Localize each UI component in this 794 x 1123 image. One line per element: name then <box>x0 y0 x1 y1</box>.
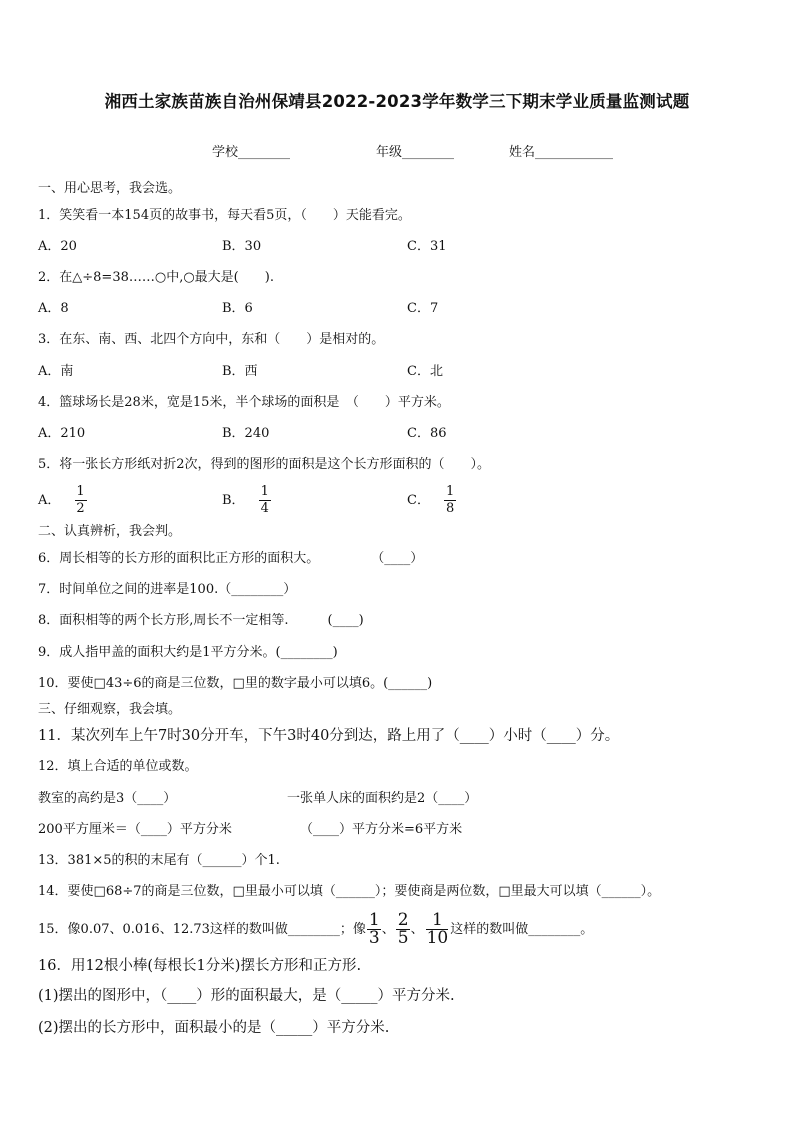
q1-option-a: A．20 <box>38 239 77 254</box>
q4-option-b: B．240 <box>222 426 270 441</box>
grade-field: 年级________ <box>376 145 455 160</box>
q5-option-a <box>38 484 87 517</box>
q1-option-c: C．31 <box>407 239 447 254</box>
question-12: 12．填上合适的单位或数。 <box>38 759 198 774</box>
question-2: 2．在△÷8=38……○中,○最大是( ). <box>38 270 274 285</box>
fraction-denominator: 5 <box>397 928 409 948</box>
q5-option-a-label: A． <box>38 493 61 508</box>
question-9: 9．成人指甲盖的面积大约是1平方分米。(________) <box>38 645 338 660</box>
question-14: 14．要使□68÷7的商是三位数，□里最小可以填（______）；要使商是两位数，□里最大可以填（______）。 <box>38 884 661 899</box>
question-3: 3．在东、南、西、北四个方向中，东和（ ）是相对的。 <box>38 332 385 347</box>
q3-option-a: A．南 <box>38 364 74 379</box>
fraction-numerator: 1 <box>445 484 455 499</box>
q12-item-d: （____）平方分米=6平方米 <box>300 822 463 837</box>
fraction-numerator: 1 <box>432 910 443 930</box>
school-field: 学校________ <box>212 145 291 160</box>
fraction-numerator: 2 <box>397 910 409 930</box>
q3-option-b: B．西 <box>222 364 258 379</box>
fraction-denominator: 8 <box>445 501 455 516</box>
fraction-numerator: 1 <box>260 484 269 499</box>
section-1-heading: 一、用心思考，我会选。 <box>38 181 182 196</box>
fraction-denominator: 4 <box>260 501 269 516</box>
q5-option-b <box>222 484 271 517</box>
q15-fraction-3 <box>425 912 451 947</box>
section-3-heading: 三、仔细观察，我会填。 <box>38 702 182 717</box>
question-5: 5．将一张长方形纸对折2次，得到的图形的面积是这个长方形面积的（ ）。 <box>38 457 491 472</box>
fraction-denominator: 10 <box>426 928 449 948</box>
q3-option-c: C．北 <box>407 364 443 379</box>
fraction-denominator: 2 <box>76 501 85 516</box>
question-13: 13．381×5的积的末尾有（______）个1. <box>38 853 280 868</box>
question-1: 1．笑笑看一本154页的故事书，每天看5页，（ ）天能看完。 <box>38 208 411 223</box>
question-8: 8．面积相等的两个长方形,周长不一定相等. (____) <box>38 613 364 628</box>
question-11: 11．某次列车上午7时30分开车，下午3时40分到达，路上用了（____）小时（____）分。 <box>38 728 620 744</box>
q15-part1: 15．像0.07、0.016、12.73这样的数叫做________；像 <box>38 922 366 937</box>
q5-option-c-label: C． <box>407 493 430 508</box>
q12-item-a: 教室的高约是3（____） <box>38 791 177 806</box>
q12-item-c: 200平方厘米＝（____）平方分米 <box>38 822 232 837</box>
question-16: 16．用12根小棒(每根长1分米)摆长方形和正方形. <box>38 958 362 974</box>
fraction-numerator: 1 <box>76 484 85 499</box>
question-6: 6．周长相等的长方形的面积比正方形的面积大。 （____） <box>38 551 424 566</box>
question-7: 7．时间单位之间的进率是100.（________） <box>38 582 297 597</box>
q2-option-a: A．8 <box>38 301 69 316</box>
q5-option-c <box>407 484 456 517</box>
name-field: 姓名____________ <box>509 145 614 160</box>
q5-option-b-fraction <box>259 484 271 517</box>
q2-option-c: C．7 <box>407 301 439 316</box>
q12-item-b: 一张单人床的面积约是2（____） <box>287 791 478 806</box>
q5-option-a-fraction <box>74 484 86 517</box>
fraction-numerator: 1 <box>368 910 380 930</box>
q5-option-b-label: B． <box>222 493 245 508</box>
q4-option-c: C．86 <box>407 426 447 441</box>
section-2-heading: 二、认真辨析，我会判。 <box>38 524 182 539</box>
q5-option-c-fraction <box>444 484 456 517</box>
question-10: 10．要使□43÷6的商是三位数，□里的数字最小可以填6。(______) <box>38 676 433 691</box>
q16-sub-2: (2)摆出的长方形中，面积最小的是（_____）平方分米. <box>38 1020 390 1036</box>
fraction-denominator: 3 <box>368 928 380 948</box>
question-4: 4．篮球场长是28米，宽是15米，半个球场的面积是 （ ）平方米。 <box>38 395 450 410</box>
q15-fraction-2 <box>396 912 411 947</box>
q15-fraction-1 <box>367 912 382 947</box>
q16-sub-1: (1)摆出的图形中，（____）形的面积最大，是（_____）平方分米. <box>38 988 455 1004</box>
question-15 <box>38 912 593 948</box>
q15-separator-2: 、 <box>410 922 424 937</box>
q2-option-b: B．6 <box>222 301 253 316</box>
q1-option-b: B．30 <box>222 239 262 254</box>
exam-title: 湘西土家族苗族自治州保靖县2022-2023学年数学三下期末学业质量监测试题 <box>104 92 690 111</box>
q15-separator-1: 、 <box>381 922 395 937</box>
q4-option-a: A．210 <box>38 426 86 441</box>
q15-part2: 这样的数叫做________。 <box>450 922 594 937</box>
